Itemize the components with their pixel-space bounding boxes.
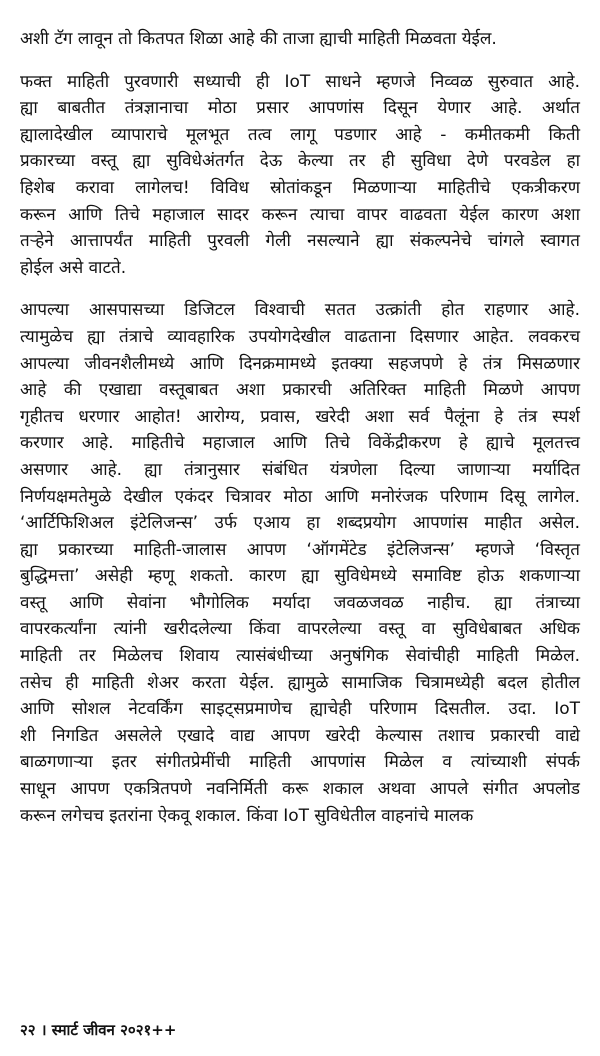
text-line: ह्या बाबतीत तंत्रज्ञानाचा मोठा प्रसार आपणांस दिसून येणार आहे. अर्थात (20, 98, 580, 119)
text-line: माहिती तर मिळेलच शिवाय त्यासंबंधीच्या अनुषंगिक सेवांचीही माहिती मिळेल. (20, 646, 580, 667)
text-line: तसेच ही माहिती शेअर करता येईल. ह्यामुळे सामाजिक चित्रामध्येही बदल होतील (20, 672, 580, 693)
paragraph (20, 26, 580, 53)
paragraph (20, 297, 580, 829)
text-line: ह्यालादेखील व्यापाराचे मूलभूत तत्व लागू पडणार आहे - कमीतकमी किती (20, 124, 580, 145)
text-line: वस्तू आणि सेवांना भौगोलिक मर्यादा जवळजवळ नाहीच. ह्या तंत्राच्या (20, 592, 580, 613)
text-line: करणार आहे. माहितीचे महाजाल आणि तिचे विकेंद्रीकरण हे ह्याचे मूलतत्त्व (20, 433, 580, 454)
text-line: बुद्धिमत्ता’ असेही म्हणू शकतो. कारण ह्या सुविधेमध्ये समाविष्ट होऊ शकणाऱ्या (20, 566, 580, 587)
text-line: अशी टॅग लावून तो कितपत शिळा आहे की ताजा ह्याची माहिती मिळवता येईल. (20, 29, 497, 49)
text-line: आणि सोशल नेटवर्किंग साइट्सप्रमाणेच ह्याचेही परिणाम दिसतील. उदा. IoT (20, 699, 580, 720)
text-line: हिशेब करावा लागेलच! विविध स्रोतांकडून मिळणाऱ्या माहितीचे एकत्रीकरण (20, 177, 580, 198)
text-line: आपल्या आसपासच्या डिजिटल विश्वाची सतत उत्क्रांती होत राहणार आहे. (20, 300, 580, 321)
text-line: करून लगेचच इतरांना ऐकवू शकाल. किंवा IoT सुविधेतील वाहनांचे मालक (20, 805, 474, 826)
text-line: ह्या प्रकारच्या माहिती-जालास आपण ‘ऑगमेंटेड इंटेलिजन्स’ म्हणजे ‘विस्तृत (20, 539, 580, 560)
text-line: त्यामुळेच ह्या तंत्राचे व्यावहारिक उपयोगदेखील वाढताना दिसणार आहेत. लवकरच (20, 326, 580, 347)
paragraph (20, 69, 580, 282)
paragraph-gap (20, 281, 580, 297)
text-line: फक्त माहिती पुरवणारी सध्याची ही IoT साधने म्हणजे निव्वळ सुरुवात आहे. (20, 71, 580, 92)
text-line: वापरकर्त्यांना त्यांनी खरीदलेल्या किंवा वापरलेल्या वस्तू वा सुविधेबाबत अधिक (20, 619, 580, 640)
text-line: साधून आपण एकत्रितपणे नवनिर्मिती करू शकाल अथवा आपले संगीत अपलोड (20, 779, 580, 800)
paragraph-gap (20, 53, 580, 69)
text-line: असणार आहे. ह्या तंत्रानुसार संबंधित यंत्रणेला दिल्या जाणाऱ्या मर्यादित (20, 459, 580, 480)
body-text (20, 26, 580, 829)
text-line: होईल असे वाटते. (20, 257, 127, 278)
text-line: बाळगणाऱ्या इतर संगीतप्रेमींची माहिती आपणांस मिळेल व त्यांच्याशी संपर्क (20, 752, 580, 773)
text-line: गृहीतच धरणार आहोत! आरोग्य, प्रवास, खरेदी अशा सर्व पैलूंना हे तंत्र स्पर्श (20, 406, 580, 427)
text-line: आहे की एखाद्या वस्तूबाबत अशा प्रकारची अतिरिक्त माहिती मिळणे आपण (20, 380, 580, 401)
text-line: प्रकारच्या वस्तू ह्या सुविधेअंतर्गत देऊ केल्या तर ही सुविधा देणे परवडेल हा (20, 151, 580, 172)
text-line: तऱ्हेने आत्तापर्यंत माहिती पुरवली गेली नसल्याने ह्या संकल्पनेचे चांगले स्वागत (20, 231, 580, 252)
text-line: करून आणि तिचे महाजाल सादर करून त्याचा वापर वाढवता येईल कारण अशा (20, 204, 580, 225)
text-line: ‘आर्टिफिशिअल इंटेलिजन्स’ उर्फ एआय हा शब्दप्रयोग आपणांस माहीत असेल. (20, 513, 580, 534)
text-line: आपल्या जीवनशैलीमध्ये आणि दिनक्रमामध्ये इतक्या सहजपणे हे तंत्र मिसळणार (20, 353, 580, 374)
text-line: निर्णयक्षमतेमुळे देखील एकंदर चित्रावर मोठा आणि मनोरंजक परिणाम दिसू लागेल. (20, 486, 580, 507)
page-footer: २२ । स्मार्ट जीवन २०२१++ (20, 1021, 177, 1039)
text-line: शी निगडित असलेले एखादे वाद्य आपण खरेदी केल्यास तशाच प्रकारची वाद्ये (20, 725, 580, 746)
